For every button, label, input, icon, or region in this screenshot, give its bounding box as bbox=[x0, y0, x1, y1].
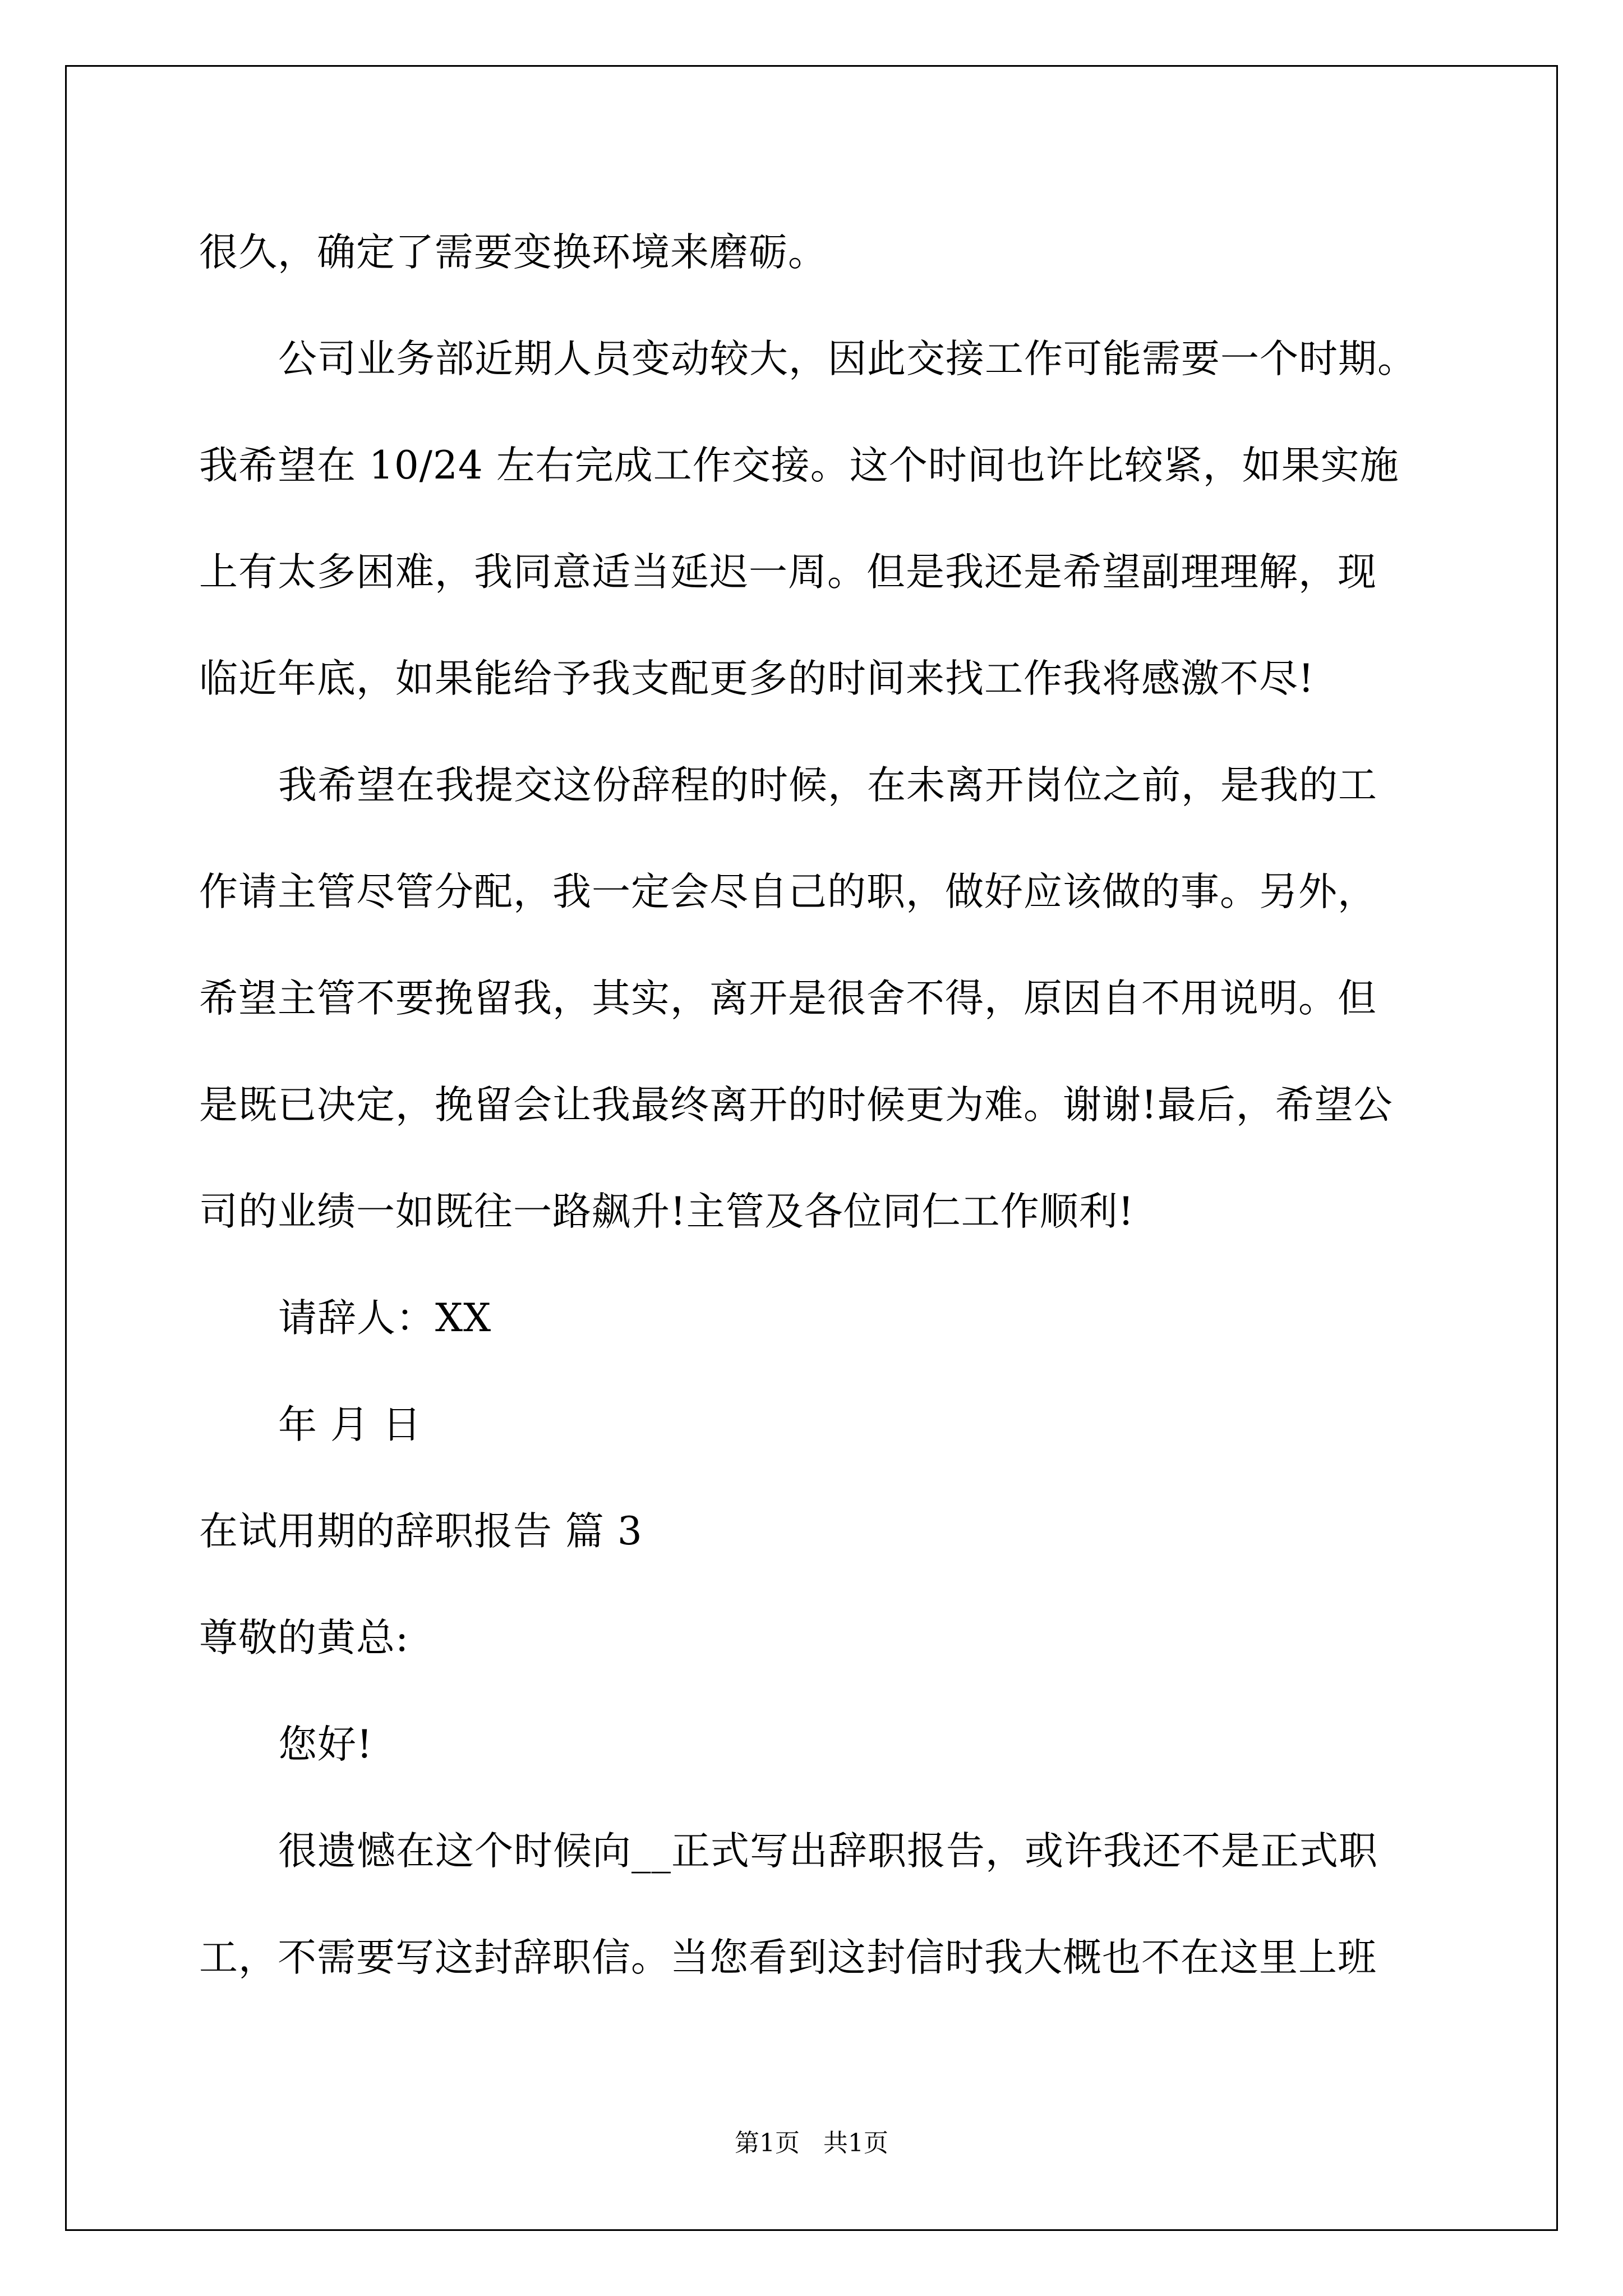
page-footer: 第1页 共1页 bbox=[735, 2129, 888, 2157]
body-line-4: 上有太多困难，我同意适当延迟一周。但是我还是希望副理理解，现 bbox=[199, 550, 1377, 595]
body-line-17: 工，不需要写这封辞职信。当您看到这封信时我大概也不在这里上班 bbox=[199, 1935, 1377, 1980]
section-heading: 在试用期的辞职报告 篇 3 bbox=[199, 1509, 643, 1554]
body-line-10: 司的业绩一如既往一路飙升!主管及各位同仁工作顺利! bbox=[199, 1189, 1135, 1234]
date-line: 年 月 日 bbox=[278, 1402, 422, 1447]
body-line-3: 我希望在 10/24 左右完成工作交接。这个时间也许比较紧，如果实施 bbox=[199, 443, 1399, 488]
body-line-5: 临近年底，如果能给予我支配更多的时间来找工作我将感激不尽! bbox=[199, 656, 1315, 701]
body-line-16: 很遗憾在这个时候向__正式写出辞职报告，或许我还不是正式职 bbox=[278, 1829, 1378, 1874]
salutation: 尊敬的黄总: bbox=[199, 1616, 409, 1660]
body-line-9: 是既已决定，挽留会让我最终离开的时候更为难。谢谢!最后，希望公 bbox=[199, 1083, 1393, 1128]
page-border bbox=[65, 65, 1558, 2231]
body-line-1: 很久，确定了需要变换环境来磨砺。 bbox=[199, 230, 827, 275]
body-line-7: 作请主管尽管分配，我一定会尽自己的职，做好应该做的事。另外， bbox=[199, 869, 1377, 914]
signature-line: 请辞人：XX bbox=[278, 1296, 492, 1341]
greeting: 您好! bbox=[278, 1722, 373, 1767]
body-line-8: 希望主管不要挽留我，其实，离开是很舍不得，原因自不用说明。但 bbox=[199, 976, 1377, 1021]
body-line-6: 我希望在我提交这份辞程的时候，在未离开岗位之前，是我的工 bbox=[278, 763, 1377, 808]
body-line-2: 公司业务部近期人员变动较大，因此交接工作可能需要一个时期。 bbox=[278, 337, 1417, 381]
